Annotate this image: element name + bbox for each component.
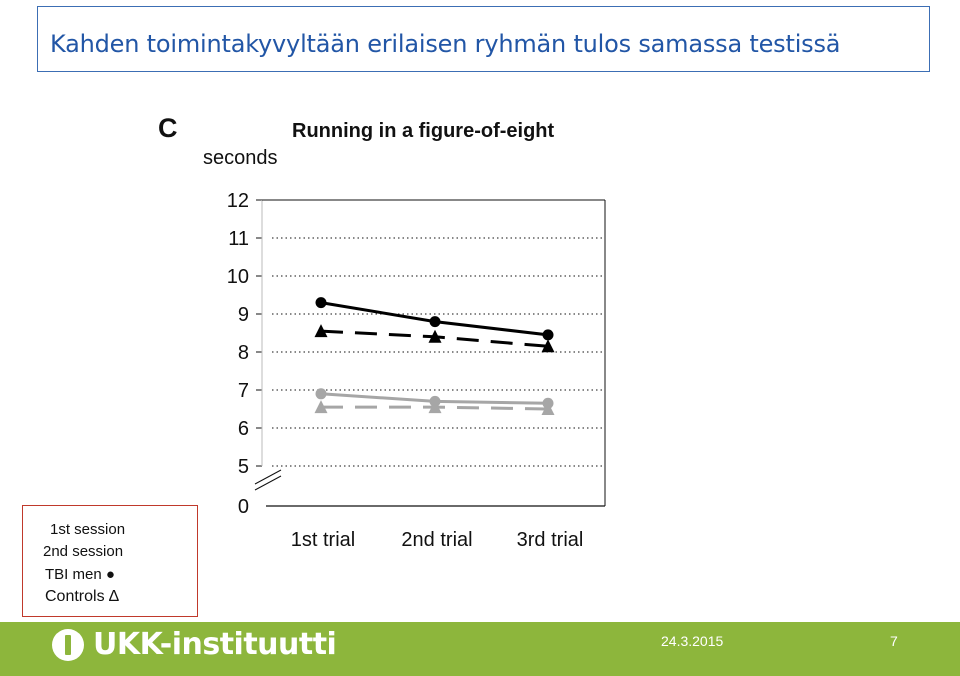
axes bbox=[255, 200, 605, 506]
y-tick-label: 7 bbox=[237, 380, 249, 402]
x-tick-label: 2nd trial bbox=[401, 529, 473, 551]
y-tick-labels bbox=[227, 190, 249, 518]
legend-controls: Controls ∆ bbox=[45, 588, 119, 605]
series-group bbox=[315, 297, 555, 415]
panel-letter: C bbox=[158, 113, 178, 143]
y-tick-label: 0 bbox=[237, 496, 249, 518]
data-point bbox=[543, 329, 554, 340]
y-axis-label: seconds bbox=[203, 147, 278, 169]
footer-page-number: 7 bbox=[890, 633, 898, 649]
y-tick-label: 8 bbox=[237, 342, 249, 364]
y-tick-label: 6 bbox=[237, 418, 249, 440]
y-tick-label: 10 bbox=[226, 266, 249, 288]
x-tick-labels bbox=[291, 529, 584, 551]
x-tick-label: 1st trial bbox=[290, 529, 356, 551]
slide-title: Kahden toimintakyvyltään erilaisen ryhmän tulos samassa testissä bbox=[50, 30, 841, 58]
axis-break-mark bbox=[255, 476, 281, 490]
logo-icon-bar bbox=[65, 635, 71, 655]
y-tick-label: 9 bbox=[237, 304, 249, 326]
data-point bbox=[316, 388, 327, 399]
chart-title: Running in a figure-of-eight bbox=[292, 120, 555, 142]
data-point bbox=[430, 316, 441, 327]
legend-tbi-men: TBI men ● bbox=[45, 566, 115, 583]
y-tick-label: 11 bbox=[228, 228, 249, 250]
axis-break-mark bbox=[255, 470, 281, 484]
y-tick-label: 5 bbox=[237, 456, 249, 478]
series-2 bbox=[315, 324, 555, 352]
y-tick-label: 12 bbox=[226, 190, 249, 212]
x-tick-label: 3rd trial bbox=[516, 529, 584, 551]
logo-text: UKK-instituutti bbox=[93, 627, 337, 662]
data-point bbox=[316, 297, 327, 308]
legend-first-session: 1st session bbox=[50, 521, 126, 538]
legend-second-session: 2nd session bbox=[43, 543, 124, 560]
footer-date: 24.3.2015 bbox=[661, 633, 724, 649]
